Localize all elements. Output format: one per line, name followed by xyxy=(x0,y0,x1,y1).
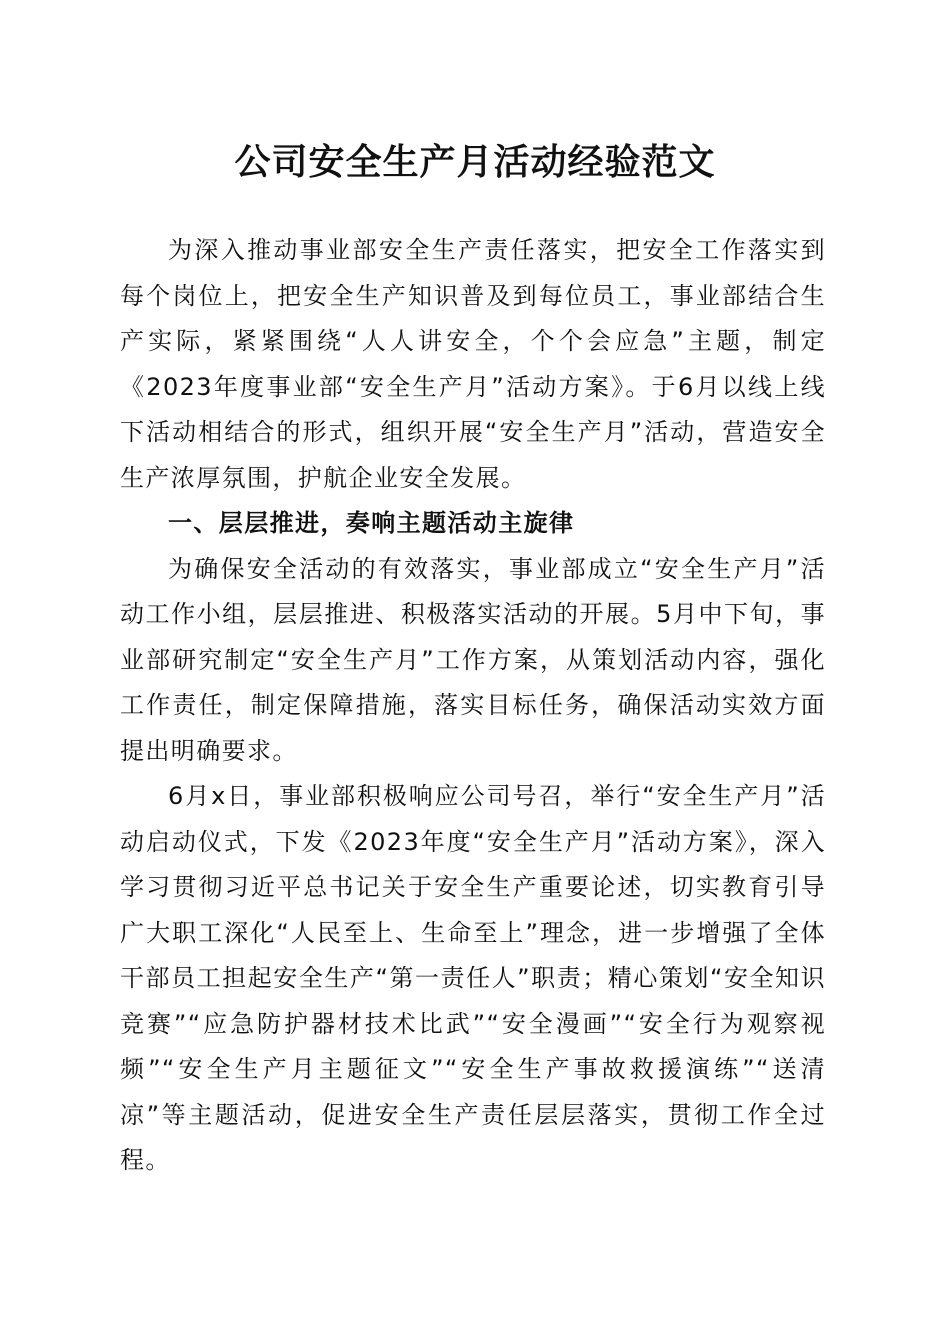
section-1-paragraph-1: 为确保安全活动的有效落实，事业部成立“安全生产月”活动工作小组，层层推进、积极落实活动的开展。5月中下旬，事业部研究制定“安全生产月”工作方案，从策划活动内容，强化工作责任，制定保障措施，落实目标任务，确保活动实效方面提出明确要求。 xyxy=(120,554,826,765)
document-title: 公司安全生产月活动经验范文 xyxy=(234,141,716,183)
document-body xyxy=(120,228,826,1184)
section-1-paragraph-2: 6月x日，事业部积极响应公司号召，举行“安全生产月”活动启动仪式，下发《2023年度“安全生产月”活动方案》，深入学习贯彻习近平总书记关于安全生产重要论述，切实教育引导广大职工深化“人民至上、生命至上”理念，进一步增强了全体干部员工担起安全生产“第一责任人”职责；精心策划“安全知识竞赛”“应急防护器材技术比武”“安全漫画”“安全行为观察视频”“安全生产月主题征文”“安全生产事故救援演练”“送清凉”等主题活动，促进安全生产责任层层落实，贯彻工作全过程。 xyxy=(120,782,826,1174)
intro-paragraph: 为深入推动事业部安全生产责任落实，把安全工作落实到每个岗位上，把安全生产知识普及到每位员工，事业部结合生产实际，紧紧围绕“人人讲安全，个个会应急”主题，制定《2023年度事业部“安全生产月”活动方案》。于6月以线上线下活动相结合的形式，组织开展“安全生产月”活动，营造安全生产浓厚氛围，护航企业安全发展。 xyxy=(120,236,826,492)
section-heading-1: 一、层层推进，奏响主题活动主旋律 xyxy=(168,509,575,537)
